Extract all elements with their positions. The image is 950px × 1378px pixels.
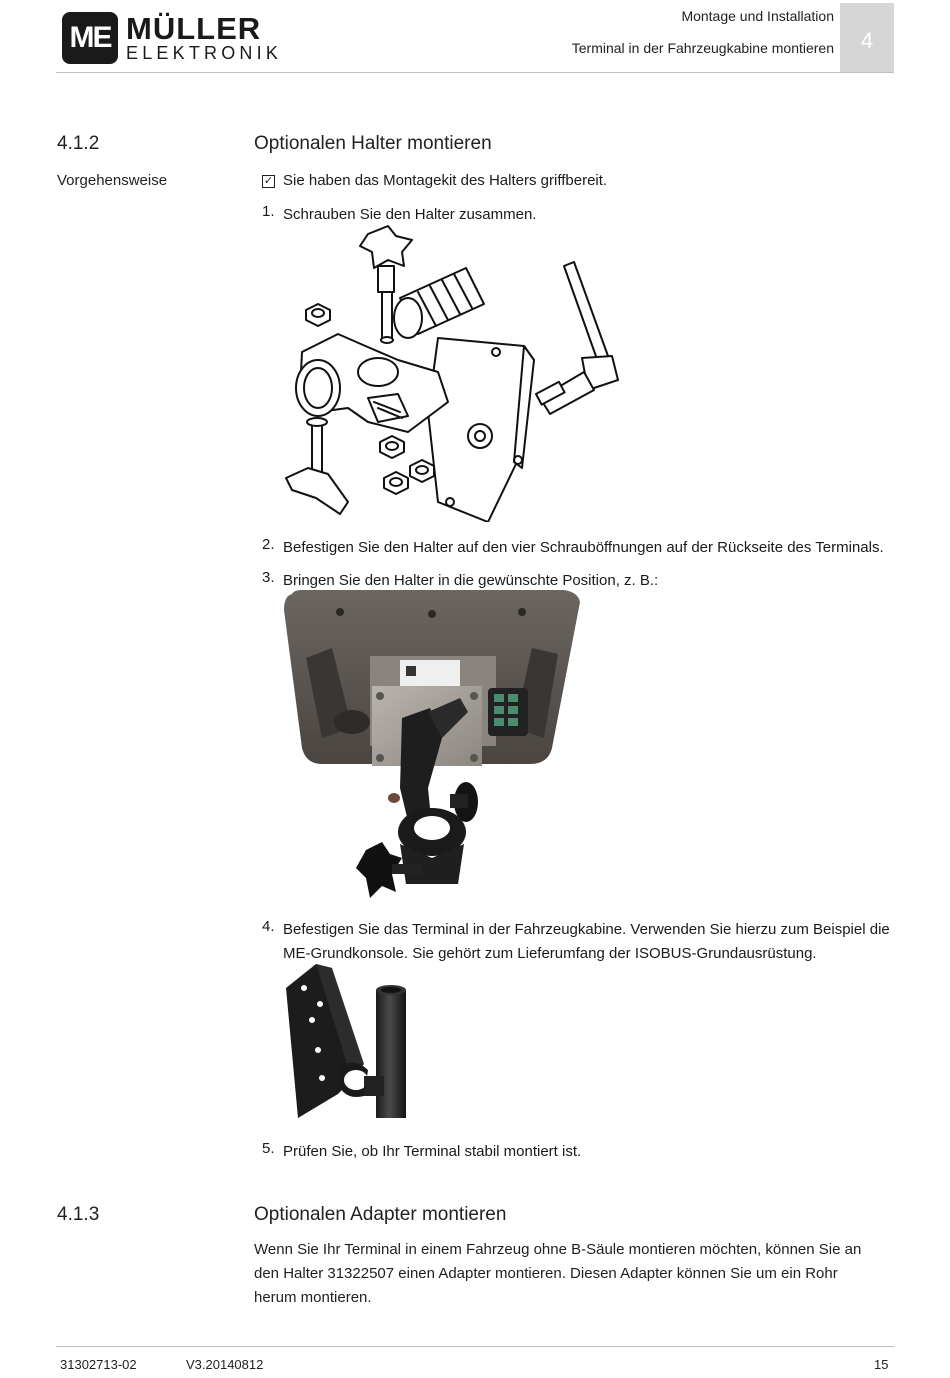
footer-divider bbox=[56, 1346, 894, 1347]
step-number: 1. bbox=[262, 203, 275, 220]
step-text: Schrauben Sie den Halter zusammen. bbox=[283, 206, 537, 223]
prerequisite-text: Sie haben das Montagekit des Halters griffbereit. bbox=[283, 172, 608, 189]
terminal-with-holder-photo bbox=[282, 588, 582, 908]
section-body-text: Wenn Sie Ihr Terminal in einem Fahrzeug ohne B-Säule montieren möchten, können Sie an den Halter 31322507 einen Adapter montieren. Diesen Adapter können Sie um ein Rohr herum montieren. bbox=[254, 1241, 862, 1306]
header-section-title: Terminal in der Fahrzeugkabine montieren bbox=[571, 40, 834, 56]
page-number: 15 bbox=[874, 1357, 889, 1372]
section-number: 4.1.3 bbox=[57, 1204, 100, 1225]
section-title: Optionalen Halter montieren bbox=[254, 133, 492, 154]
base-console-bracket-photo bbox=[282, 960, 422, 1120]
procedure-label: Vorgehensweise bbox=[57, 172, 168, 189]
step-text: Prüfen Sie, ob Ihr Terminal stabil montiert ist. bbox=[283, 1143, 582, 1160]
step-number: 5. bbox=[262, 1140, 275, 1157]
document-version: V3.20140812 bbox=[186, 1357, 264, 1372]
logo-name: MÜLLER bbox=[126, 11, 262, 46]
logo-badge: ME bbox=[62, 12, 118, 64]
section-title: Optionalen Adapter montieren bbox=[254, 1204, 507, 1225]
step-text: Befestigen Sie den Halter auf den vier Schrauböffnungen auf der Rückseite des Terminals. bbox=[283, 539, 884, 556]
step-number: 4. bbox=[262, 918, 275, 935]
section-number: 4.1.2 bbox=[57, 133, 100, 154]
header-divider bbox=[56, 72, 894, 73]
step-text: Befestigen Sie das Terminal in der Fahrzeugkabine. Verwenden Sie hierzu zum Beispiel die ME-Grundkonsole. Sie gehört zum Lieferumfang der ISOBUS-Grundausrüstung. bbox=[283, 921, 890, 962]
logo-subtitle: ELEKTRONIK bbox=[126, 43, 283, 63]
chapter-number-tab: 4 bbox=[840, 3, 894, 73]
document-number: 31302713-02 bbox=[60, 1357, 137, 1372]
step-text: Bringen Sie den Halter in die gewünschte Position, z. B.: bbox=[283, 572, 659, 589]
mueller-elektronik-logo bbox=[62, 11, 283, 66]
header-chapter-title: Montage und Installation bbox=[681, 8, 834, 24]
holder-assembly-drawing bbox=[278, 222, 623, 522]
step-number: 3. bbox=[262, 569, 275, 586]
step-number: 2. bbox=[262, 536, 275, 553]
prerequisite-checkbox-icon: ✓ bbox=[263, 175, 274, 187]
